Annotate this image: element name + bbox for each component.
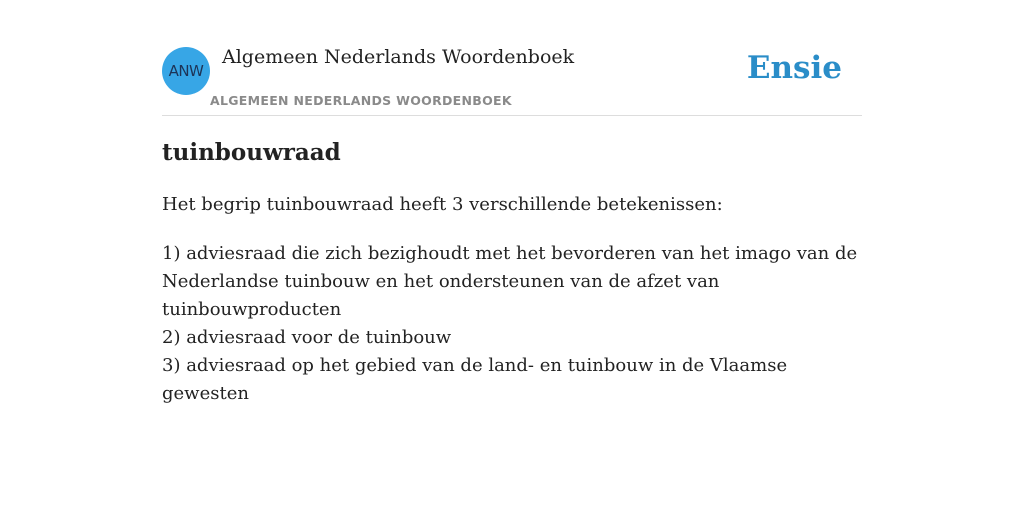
entry-intro: Het begrip tuinbouwraad heeft 3 verschillende betekenissen: bbox=[162, 194, 723, 215]
site-title[interactable]: Algemeen Nederlands Woordenboek bbox=[222, 46, 575, 68]
meaning-item: 3) adviesraad op het gebied van de land- en tuinbouw in de Vlaamse gewesten bbox=[162, 355, 788, 404]
ensie-brand-logo[interactable]: Ensie bbox=[746, 50, 842, 86]
page-container bbox=[162, 0, 862, 404]
meaning-item: 1) adviesraad die zich bezighoudt met het bevorderen van het imago van de Nederlandse tuinbouw en het ondersteunen van de afzet van tuinbouwproducten bbox=[162, 243, 858, 320]
meaning-item: 2) adviesraad voor de tuinbouw bbox=[162, 327, 452, 348]
site-header bbox=[162, 0, 862, 116]
logo-text: ANW bbox=[168, 62, 204, 80]
site-subtitle: ALGEMEEN NEDERLANDS WOORDENBOEK bbox=[210, 93, 512, 108]
entry-word-title: tuinbouwraad bbox=[162, 139, 341, 166]
anw-logo[interactable] bbox=[162, 47, 210, 95]
meanings-list bbox=[162, 240, 862, 408]
